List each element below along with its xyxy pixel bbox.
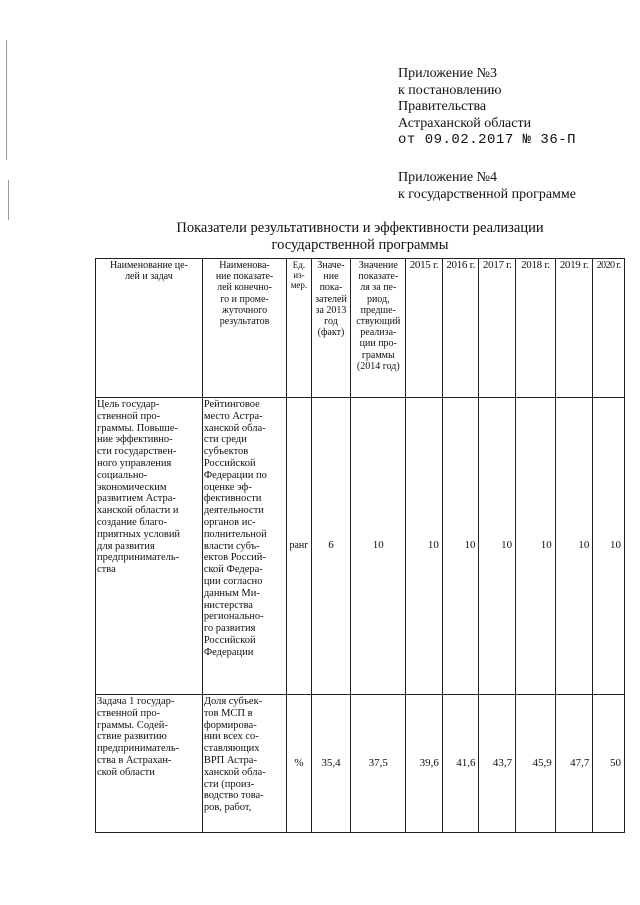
row-value-2015: 10 [406, 398, 443, 695]
resolution-date-number: от 09.02.2017 № 36-П [398, 132, 577, 148]
row-value-2020: 10 [593, 398, 625, 695]
table-row [96, 398, 625, 695]
header-year-2015: 2015 г. [406, 259, 443, 398]
scan-artifact-line [6, 40, 7, 160]
row-value-2016: 41,6 [442, 695, 479, 833]
row-value-2018: 45,9 [516, 695, 556, 833]
table-header-row [96, 259, 625, 398]
title-line-1: Показатели результативности и эффективности реализации [176, 220, 544, 236]
header-prev-period-2014: Значение показате- ля за пе- риод, предше- ствующий реализа- ции про- граммы (2014 год) [351, 259, 406, 398]
row-indicator: Рейтинговое место Астра- ханской обла- сти среди субъектов Российской Федерации по оценке эф- фективности деятельности органов ис- полнительной власти субъ- ектов Россий- ской Федера- ции согласно данным Ми- нистерства регионально- го развития Российской Федерации [202, 398, 286, 695]
header-indicator-name: Наименова- ние показате- лей конечно- го и проме- жуточного результатов [202, 259, 286, 398]
row-value-2016: 10 [442, 398, 479, 695]
row-indicator: Доля субъек- тов МСП в формирова- нии всех со- ставляющих ВРП Астра- ханской обла- сти (произ- водство това- ров, работ, [202, 695, 286, 833]
header-unit: Ед. из- мер. [287, 259, 311, 398]
row-value-2019: 10 [555, 398, 593, 695]
header-line-4: Астраханской области [398, 115, 532, 131]
table-row [96, 695, 625, 833]
row-goal: Цель государ- ственной про- граммы. Повыше- ние эффективно- сти государствен- ного управления социально- экономическим развитием Астра- ханской области и создание благо- приятных условий для развития предприниматель- ства [96, 398, 203, 695]
title-line-2: государственной программы [271, 237, 449, 253]
header-year-2017: 2017 г. [479, 259, 516, 398]
row-prev-2014: 10 [351, 398, 406, 695]
row-value-2020: 50 [593, 695, 625, 833]
appendix-header [398, 66, 576, 149]
header-year-2018: 2018 г. [516, 259, 556, 398]
header-line-2: к постановлению [398, 82, 502, 98]
row-goal: Задача 1 государ- ственной про- граммы. Содей- ствие развитию предприниматель- ства в Астрахан- ской области [96, 695, 203, 833]
row-unit: % [287, 695, 311, 833]
row-unit: ранг [287, 398, 311, 695]
header-goals-tasks: Наименование це- лей и задач [96, 259, 203, 398]
appendix-line-1: Приложение №4 [398, 170, 497, 185]
appendix-line-2: к государственной программе [398, 186, 576, 202]
document-title [90, 220, 630, 254]
row-value-2017: 10 [479, 398, 516, 695]
row-fact-2013: 35,4 [311, 695, 351, 833]
row-value-2015: 39,6 [406, 695, 443, 833]
scan-artifact-line [8, 180, 9, 220]
row-value-2018: 10 [516, 398, 556, 695]
header-year-2016: 2016 г. [442, 259, 479, 398]
indicators-table [95, 258, 625, 833]
header-line-1: Приложение №3 [398, 66, 497, 81]
program-appendix-header [398, 170, 576, 203]
row-value-2019: 47,7 [555, 695, 593, 833]
header-year-2020: 2020 г. [593, 259, 625, 398]
row-fact-2013: 6 [311, 398, 351, 695]
row-prev-2014: 37,5 [351, 695, 406, 833]
header-year-2019: 2019 г. [555, 259, 593, 398]
header-fact-2013: Значе- ние пока- зателей за 2013 год (факт) [311, 259, 351, 398]
header-line-3: Правительства [398, 99, 487, 114]
row-value-2017: 43,7 [479, 695, 516, 833]
